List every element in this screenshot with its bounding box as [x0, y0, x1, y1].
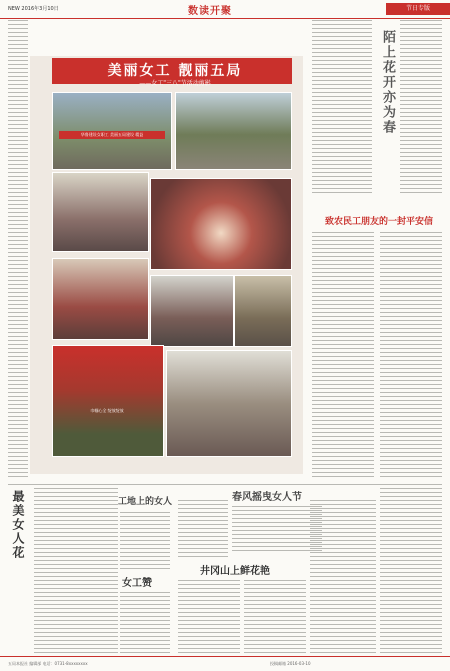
- article-text-workplace: [120, 512, 170, 572]
- photo-group-outdoor: [52, 92, 172, 170]
- article-text-poem: [120, 592, 170, 654]
- title-workplace-woman: 工地上的女人: [118, 497, 173, 507]
- title-jinggangshan: 井冈山上鲜花艳: [200, 566, 270, 577]
- article-text-right-top: [312, 20, 372, 195]
- article-text-spring-1: [178, 500, 228, 560]
- article-text-left-col: [8, 20, 28, 480]
- photo-reading-room: [234, 275, 292, 347]
- banner-subtitle: ——女工"三八"节活动剪影: [139, 80, 211, 87]
- banner-title: 美丽女工 靓丽五局: [107, 63, 243, 79]
- title-spring-breeze: 春风摇曳女人节: [232, 492, 302, 503]
- article-text-jinggangshan-2: [244, 580, 306, 654]
- title-most-beautiful: 最美女人花: [11, 490, 25, 560]
- photo-meeting: [150, 275, 234, 347]
- letter-body-col2: [380, 232, 442, 480]
- article-text-jinggangshan-1: [178, 580, 240, 654]
- article-text-right-far: [400, 20, 442, 195]
- photo-indoor-activity: [166, 350, 292, 457]
- article-text-bottom-1: [34, 488, 118, 654]
- footer-right: 投稿邮箱 2016-03-10: [270, 661, 311, 666]
- article-text-spring-2: [232, 506, 322, 554]
- paper-title: 数读开聚: [188, 6, 232, 17]
- section-label: 节日专版: [386, 3, 450, 15]
- footer-left: 五局本报社 编辑部 电话：0731-8xxxxxxxx: [8, 661, 88, 666]
- right-vertical-title: 陌上花开亦为春: [380, 30, 395, 135]
- paper-info: NEW 2016年3月10日: [8, 6, 59, 12]
- page-footer: [0, 656, 450, 671]
- photo-banner-text: 华鲁建设女职工 美丽五局建设 精益: [59, 131, 165, 139]
- photo-workers-site: [175, 92, 292, 170]
- photo-group-hall: [52, 258, 149, 340]
- photo-office-group: [52, 172, 149, 252]
- photo-red-banner-group: [52, 345, 164, 457]
- photo-birthday-cake: [150, 178, 292, 270]
- article-text-bottom-right: [380, 488, 442, 654]
- letter-body-col1: [312, 232, 374, 480]
- section-divider: [8, 484, 442, 485]
- title-poem: 女工赞: [122, 578, 152, 589]
- letter-title: 致农民工朋友的一封平安信: [324, 217, 433, 227]
- article-text-jinggangshan-3: [310, 500, 376, 654]
- photo-banner-text-2: 巾帼心全 绽放绽放: [90, 408, 124, 413]
